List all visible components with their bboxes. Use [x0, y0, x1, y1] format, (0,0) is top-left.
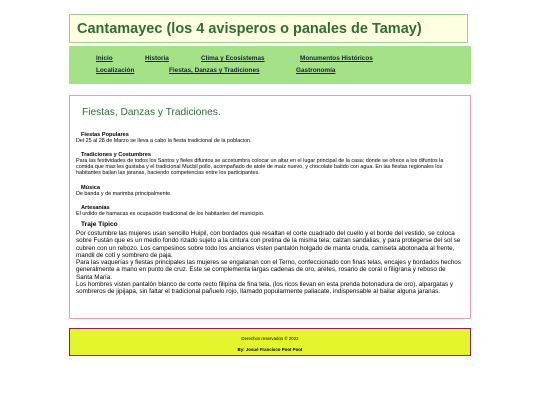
musica-title: Música — [81, 185, 100, 191]
nav-link-clima[interactable]: Clima y Ecosistemas — [201, 55, 265, 62]
site-header — [69, 14, 468, 43]
site-title: Cantamayec (los 4 avisperos o panales de Tamay) — [77, 21, 422, 37]
traje-paragraph-mujeres: Por costumbre las mujeres usan sencillo Huipil, con bordados que resaltan el corte cuadrado del cuello y el borde del vestido, se coloca sobre Fustán que es un medio fondo rizado sujeto a la cintura con pretina de la misma tela; calzan sandalias, y para protegerse del sol se cubren con un rebozo. Los campesinos sobre todo los ancianos visten pantalón holgado de manta cruda, camiseta abotonada al frente, mandil de cotí y sombrero de paja. — [76, 230, 461, 259]
author-text: By: Josué Francisco Poot Poot — [237, 347, 303, 352]
traje-paragraph-hombres: Los hombres visten pantalón blanco de corte recto filipina de fina tela, (los ricos llevan en esta prenda botonadura de oro), alpargatas y sombreros de jipijapa, sin faltar el tradicional pañuelo rojo, llamado popularmente paliacate, indispensable al bailar alguna jaranas. — [76, 281, 453, 296]
tradiciones-text: Para las festividades de todos los Santos y fieles difuntos se acostumbra colocar un altar en el lugar principal de la casa; donde se ofrece a los difuntos la comida que mas les gustaba y el tradicional Mucbil pollo, acompañado de atole de maíz nuevo, y chocolate batido con agua. En las fiestas regionales los habitantes bailan las jaranas, haciendo competencias entre los participantes. — [76, 158, 444, 177]
traje-paragraph-vaquerias: Para las vaquerías y fiestas principales las mujeres se engalanan con el Terno, confeccionado con finas telas, encajes y bordados hechos generalmente a mano en punto de cruz. Este se complementa largas cadenas de oro, aretes, rosario de coral o filigrana y reboso de Santa María. — [76, 259, 461, 281]
artesanias-title: Artesanías — [81, 205, 110, 211]
nav-link-historia[interactable]: Historia — [145, 55, 169, 62]
nav-link-monumentos[interactable]: Monumentos Históricos — [300, 55, 373, 62]
nav-link-gastronomia[interactable]: Gastronomía — [296, 67, 336, 74]
nav-link-fiestas[interactable]: Fiestas, Danzas y Tradiciones — [169, 67, 260, 74]
traje-text — [76, 230, 462, 296]
musica-text: De banda y de marimba principalmente. — [76, 191, 172, 197]
nav-link-inicio[interactable]: Inicio — [96, 55, 113, 62]
artesanias-text: El urdido de hamacas es ocupación tradicional de los habitantes del municipio. — [76, 211, 265, 217]
page-heading: Fiestas, Danzas y Tradiciones. — [82, 107, 221, 118]
copyright-text: Derechos reservados © 2022 — [241, 336, 299, 341]
tradiciones-title: Tradiciones y Costumbres — [81, 152, 151, 158]
fiestas-title: Fiestas Populares — [81, 132, 129, 138]
traje-title: Traje Típico — [81, 221, 118, 228]
main-nav — [69, 46, 471, 84]
content-panel — [69, 95, 471, 319]
nav-link-localizacion[interactable]: Localización — [96, 67, 135, 74]
site-footer — [69, 328, 471, 356]
fiestas-text: Del 25 al 28 de Marzo se lleva a cabo la fiesta tradicional de la poblacion. — [76, 138, 252, 144]
